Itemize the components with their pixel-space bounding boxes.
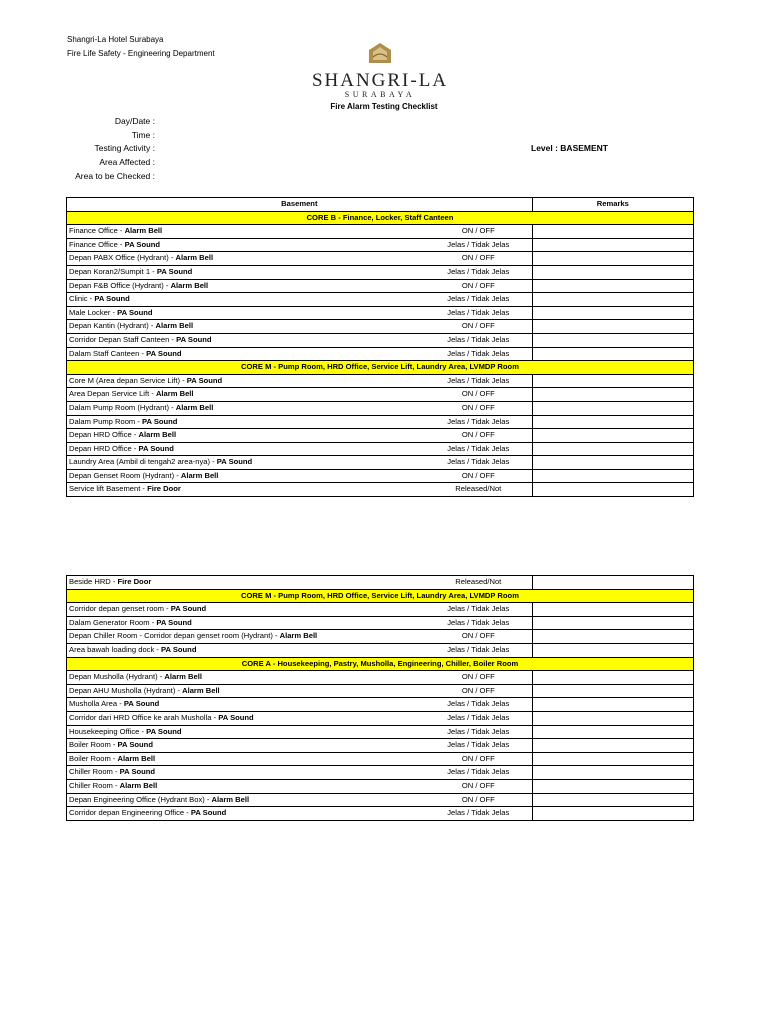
location-text: Corridor depan genset room - bbox=[69, 604, 171, 614]
location-cell bbox=[67, 429, 425, 443]
checklist-row bbox=[67, 779, 694, 793]
remarks-cell[interactable] bbox=[532, 616, 693, 630]
device-type: PA Sound bbox=[156, 617, 192, 627]
remarks-cell[interactable] bbox=[532, 603, 693, 617]
remarks-cell[interactable] bbox=[532, 415, 693, 429]
location-cell bbox=[67, 293, 425, 307]
checklist-row bbox=[67, 442, 694, 456]
device-type: PA Sound bbox=[124, 239, 161, 249]
remarks-cell[interactable] bbox=[532, 456, 693, 470]
status-options: ON / OFF bbox=[425, 779, 532, 793]
remarks-cell[interactable] bbox=[532, 442, 693, 456]
area-affected-label: Area Affected : bbox=[99, 157, 155, 167]
status-options: ON / OFF bbox=[425, 320, 532, 334]
core-a-row bbox=[67, 657, 694, 671]
remarks-cell[interactable] bbox=[532, 698, 693, 712]
location-text: Depan Chiller Room - Corridor depan genset room (Hydrant) - bbox=[69, 631, 280, 641]
checklist-row bbox=[67, 401, 694, 415]
core-a-title: CORE A - Housekeeping, Pastry, Musholla, Engineering, Chiller, Boiler Room bbox=[67, 657, 694, 671]
status-options: Jelas / Tidak Jelas bbox=[425, 643, 532, 657]
location-cell bbox=[67, 252, 425, 266]
location-cell bbox=[67, 333, 425, 347]
core-m-title: CORE M - Pump Room, HRD Office, Service Lift, Laundry Area, LVMDP Room bbox=[67, 589, 694, 603]
remarks-cell[interactable] bbox=[532, 306, 693, 320]
status-options: Jelas / Tidak Jelas bbox=[425, 766, 532, 780]
device-type: PA Sound bbox=[161, 644, 197, 654]
area-checked-label: Area to be Checked : bbox=[75, 171, 155, 181]
checklist-row bbox=[67, 752, 694, 766]
location-text: Male Locker - bbox=[69, 307, 118, 317]
remarks-cell[interactable] bbox=[532, 320, 693, 334]
checklist-row bbox=[67, 347, 694, 361]
location-cell bbox=[67, 630, 425, 644]
device-type: Alarm Bell bbox=[180, 470, 219, 480]
status-options: ON / OFF bbox=[425, 279, 532, 293]
status-options: Jelas / Tidak Jelas bbox=[425, 374, 532, 388]
status-options: Jelas / Tidak Jelas bbox=[425, 265, 532, 279]
remarks-cell[interactable] bbox=[532, 293, 693, 307]
remarks-cell[interactable] bbox=[532, 752, 693, 766]
location-cell bbox=[67, 698, 425, 712]
status-options: Released/Not bbox=[425, 483, 532, 497]
location-cell bbox=[67, 238, 425, 252]
location-cell bbox=[67, 415, 425, 429]
table-header-row bbox=[67, 198, 694, 212]
location-cell bbox=[67, 616, 425, 630]
location-cell bbox=[67, 388, 425, 402]
location-text: Finance Office - bbox=[69, 239, 125, 249]
location-text: Depan Musholla (Hydrant) - bbox=[69, 672, 165, 682]
remarks-cell[interactable] bbox=[532, 671, 693, 685]
device-type: PA Sound bbox=[216, 457, 253, 467]
location-text: Laundry Area (Ambil di tengah2 area-nya) - bbox=[69, 457, 217, 467]
core-m-title: CORE M - Pump Room, HRD Office, Service Lift, Laundry Area, LVMDP Room bbox=[67, 361, 694, 375]
checklist-row bbox=[67, 603, 694, 617]
device-type: Alarm Bell bbox=[175, 402, 214, 412]
location-text: Dalam Staff Canteen - bbox=[69, 348, 147, 358]
remarks-cell[interactable] bbox=[532, 238, 693, 252]
location-cell bbox=[67, 456, 425, 470]
device-type: Alarm Bell bbox=[117, 753, 156, 763]
checklist-row bbox=[67, 320, 694, 334]
checklist-row bbox=[67, 265, 694, 279]
status-options: Jelas / Tidak Jelas bbox=[425, 603, 532, 617]
checklist-row bbox=[67, 456, 694, 470]
checklist-table-1 bbox=[66, 197, 694, 497]
location-text: Depan HRD Office - bbox=[69, 443, 139, 453]
status-options: Jelas / Tidak Jelas bbox=[425, 456, 532, 470]
location-cell bbox=[67, 347, 425, 361]
checklist-row bbox=[67, 225, 694, 239]
device-type: Alarm Bell bbox=[124, 226, 163, 236]
status-options: Jelas / Tidak Jelas bbox=[425, 238, 532, 252]
location-cell bbox=[67, 752, 425, 766]
document-title: Fire Alarm Testing Checklist bbox=[330, 102, 438, 111]
status-options: Released/Not bbox=[425, 576, 532, 590]
testing-activity-label: Testing Activity : bbox=[94, 143, 155, 153]
checklist-row bbox=[67, 630, 694, 644]
device-type: Alarm Bell bbox=[279, 631, 318, 641]
remarks-cell[interactable] bbox=[532, 643, 693, 657]
location-text: Clinic - bbox=[69, 294, 95, 304]
remarks-cell[interactable] bbox=[532, 576, 693, 590]
location-cell bbox=[67, 671, 425, 685]
location-cell bbox=[67, 306, 425, 320]
status-options: Jelas / Tidak Jelas bbox=[425, 616, 532, 630]
location-cell bbox=[67, 779, 425, 793]
checklist-row bbox=[67, 793, 694, 807]
remarks-cell[interactable] bbox=[532, 483, 693, 497]
status-options: Jelas / Tidak Jelas bbox=[425, 807, 532, 821]
device-type: Alarm Bell bbox=[170, 280, 209, 290]
device-type: PA Sound bbox=[138, 443, 174, 453]
checklist-row bbox=[67, 643, 694, 657]
status-options: ON / OFF bbox=[425, 252, 532, 266]
logo-subtitle: SURABAYA bbox=[344, 90, 416, 99]
device-type: PA Sound bbox=[142, 416, 178, 426]
device-type: Alarm Bell bbox=[119, 780, 158, 790]
status-options: Jelas / Tidak Jelas bbox=[425, 739, 532, 753]
location-text: Area bawah loading dock - bbox=[69, 644, 162, 654]
status-options: Jelas / Tidak Jelas bbox=[425, 347, 532, 361]
checklist-table-2 bbox=[66, 575, 694, 821]
device-type: PA Sound bbox=[190, 808, 227, 818]
status-options: ON / OFF bbox=[425, 225, 532, 239]
location-cell bbox=[67, 265, 425, 279]
location-text: Finance Office - bbox=[69, 226, 125, 236]
device-type: Alarm Bell bbox=[211, 794, 250, 804]
checklist-row bbox=[67, 388, 694, 402]
location-text: Dalam Pump Room - bbox=[69, 416, 143, 426]
device-type: Alarm Bell bbox=[155, 321, 194, 331]
remarks-cell[interactable] bbox=[532, 807, 693, 821]
location-cell bbox=[67, 401, 425, 415]
device-type: Fire Door bbox=[117, 577, 152, 586]
device-type: Alarm Bell bbox=[182, 685, 220, 695]
location-cell bbox=[67, 320, 425, 334]
location-cell bbox=[67, 711, 425, 725]
logo-emblem-icon bbox=[367, 42, 393, 66]
checklist-row bbox=[67, 711, 694, 725]
checklist-row bbox=[67, 374, 694, 388]
location-text: Depan Koran2/Sumpit 1 - bbox=[69, 266, 157, 276]
remarks-cell[interactable] bbox=[532, 401, 693, 415]
remarks-cell[interactable] bbox=[532, 779, 693, 793]
status-options: Jelas / Tidak Jelas bbox=[425, 698, 532, 712]
status-options: ON / OFF bbox=[425, 429, 532, 443]
checklist-row bbox=[67, 576, 694, 590]
remarks-cell[interactable] bbox=[532, 388, 693, 402]
device-type: PA Sound bbox=[119, 767, 156, 777]
location-text: Depan AHU Musholla (Hydrant) - bbox=[69, 685, 183, 695]
checklist-row bbox=[67, 616, 694, 630]
status-options: Jelas / Tidak Jelas bbox=[425, 293, 532, 307]
device-type: PA Sound bbox=[94, 294, 130, 304]
location-text: Beside HRD - bbox=[69, 577, 118, 586]
status-options: Jelas / Tidak Jelas bbox=[425, 711, 532, 725]
column-header-remarks: Remarks bbox=[532, 198, 693, 212]
remarks-cell[interactable] bbox=[532, 469, 693, 483]
status-options: Jelas / Tidak Jelas bbox=[425, 306, 532, 320]
core-b-title: CORE B - Finance, Locker, Staff Canteen bbox=[67, 211, 694, 225]
status-options: Jelas / Tidak Jelas bbox=[425, 725, 532, 739]
core-m-row bbox=[67, 589, 694, 603]
location-cell bbox=[67, 603, 425, 617]
location-cell bbox=[67, 807, 425, 821]
logo-wordmark: SHANGRI-LA bbox=[311, 70, 449, 91]
location-text: Core M (Area depan Service Lift) - bbox=[69, 375, 187, 385]
location-text: Depan F&B Office (Hydrant) - bbox=[69, 280, 171, 290]
remarks-cell[interactable] bbox=[532, 265, 693, 279]
status-options: ON / OFF bbox=[425, 684, 532, 698]
location-cell bbox=[67, 442, 425, 456]
remarks-cell[interactable] bbox=[532, 225, 693, 239]
checklist-row bbox=[67, 684, 694, 698]
checklist-row bbox=[67, 279, 694, 293]
checklist-row bbox=[67, 238, 694, 252]
location-text: Dalam Generator Room - bbox=[69, 617, 157, 627]
checklist-row bbox=[67, 293, 694, 307]
location-cell bbox=[67, 483, 425, 497]
device-type: Alarm Bell bbox=[164, 672, 202, 682]
device-type: PA Sound bbox=[156, 266, 193, 276]
remarks-cell[interactable] bbox=[532, 333, 693, 347]
remarks-cell[interactable] bbox=[532, 711, 693, 725]
device-type: PA Sound bbox=[123, 699, 160, 709]
device-type: Fire Door bbox=[147, 484, 181, 494]
location-text: Corridor Depan Staff Canteen - bbox=[69, 334, 177, 344]
status-options: ON / OFF bbox=[425, 793, 532, 807]
location-cell bbox=[67, 725, 425, 739]
hotel-name: Shangri-La Hotel Surabaya bbox=[67, 35, 164, 44]
checklist-row bbox=[67, 739, 694, 753]
location-text: Dalam Pump Room (Hydrant) - bbox=[69, 402, 176, 412]
checklist-row bbox=[67, 252, 694, 266]
location-cell bbox=[67, 576, 425, 590]
location-cell bbox=[67, 643, 425, 657]
status-options: ON / OFF bbox=[425, 630, 532, 644]
location-text: Musholla Area - bbox=[69, 699, 124, 709]
remarks-cell[interactable] bbox=[532, 279, 693, 293]
remarks-cell[interactable] bbox=[532, 630, 693, 644]
device-type: PA Sound bbox=[186, 375, 223, 385]
time-label: Time : bbox=[131, 130, 155, 140]
checklist-row bbox=[67, 671, 694, 685]
checklist-row bbox=[67, 429, 694, 443]
checklist-row bbox=[67, 725, 694, 739]
core-m-row bbox=[67, 361, 694, 375]
checklist-row bbox=[67, 698, 694, 712]
location-cell bbox=[67, 374, 425, 388]
status-options: Jelas / Tidak Jelas bbox=[425, 442, 532, 456]
location-text: Boiler Room - bbox=[69, 740, 118, 750]
department-name: Fire Life Safety - Engineering Department bbox=[67, 49, 215, 58]
status-options: ON / OFF bbox=[425, 671, 532, 685]
status-options: Jelas / Tidak Jelas bbox=[425, 415, 532, 429]
location-text: Corridor depan Engineering Office - bbox=[69, 808, 191, 818]
location-text: Chiller Room - bbox=[69, 780, 120, 790]
location-text: Chiller Room - bbox=[69, 767, 120, 777]
location-text: Depan HRD Office - bbox=[69, 430, 139, 440]
core-b-row bbox=[67, 211, 694, 225]
location-text: Boiler Room - bbox=[69, 753, 118, 763]
remarks-cell[interactable] bbox=[532, 429, 693, 443]
status-options: ON / OFF bbox=[425, 388, 532, 402]
device-type: Alarm Bell bbox=[175, 253, 214, 263]
checklist-row bbox=[67, 469, 694, 483]
location-text: Depan Kantin (Hydrant) - bbox=[69, 321, 156, 331]
location-cell bbox=[67, 739, 425, 753]
remarks-cell[interactable] bbox=[532, 374, 693, 388]
status-options: Jelas / Tidak Jelas bbox=[425, 333, 532, 347]
location-text: Area Depan Service Lift - bbox=[69, 389, 156, 399]
location-cell bbox=[67, 684, 425, 698]
status-options: ON / OFF bbox=[425, 752, 532, 766]
day-date-label: Day/Date : bbox=[114, 116, 155, 126]
remarks-cell[interactable] bbox=[532, 684, 693, 698]
location-text: Service lift Basement - bbox=[69, 484, 148, 494]
shangri-la-logo bbox=[280, 42, 480, 99]
remarks-cell[interactable] bbox=[532, 347, 693, 361]
remarks-cell[interactable] bbox=[532, 725, 693, 739]
device-type: PA Sound bbox=[176, 334, 212, 344]
location-cell bbox=[67, 279, 425, 293]
location-text: Corridor dari HRD Office ke arah Musholla - bbox=[69, 712, 219, 722]
remarks-cell[interactable] bbox=[532, 252, 693, 266]
location-text: Depan Engineering Office (Hydrant Box) - bbox=[69, 794, 212, 804]
status-options: ON / OFF bbox=[425, 401, 532, 415]
location-text: Depan Genset Room (Hydrant) - bbox=[69, 470, 181, 480]
location-cell bbox=[67, 766, 425, 780]
device-type: Alarm Bell bbox=[138, 430, 177, 440]
device-type: Alarm Bell bbox=[155, 389, 194, 399]
checklist-row bbox=[67, 807, 694, 821]
checklist-row bbox=[67, 333, 694, 347]
device-type: PA Sound bbox=[146, 726, 182, 736]
location-cell bbox=[67, 225, 425, 239]
checklist-row bbox=[67, 415, 694, 429]
location-text: Housekeeping Office - bbox=[69, 726, 147, 736]
checklist-row bbox=[67, 306, 694, 320]
device-type: PA Sound bbox=[117, 740, 153, 750]
location-text: Depan PABX Office (Hydrant) - bbox=[69, 253, 176, 263]
device-type: PA Sound bbox=[146, 348, 182, 358]
column-header-basement: Basement bbox=[67, 198, 533, 212]
device-type: PA Sound bbox=[170, 604, 207, 614]
status-options: ON / OFF bbox=[425, 469, 532, 483]
location-cell bbox=[67, 793, 425, 807]
checklist-row bbox=[67, 766, 694, 780]
device-type: PA Sound bbox=[218, 712, 254, 722]
device-type: PA Sound bbox=[117, 307, 153, 317]
remarks-cell[interactable] bbox=[532, 739, 693, 753]
remarks-cell[interactable] bbox=[532, 766, 693, 780]
location-cell bbox=[67, 469, 425, 483]
checklist-row bbox=[67, 483, 694, 497]
level-label: Level : BASEMENT bbox=[531, 143, 608, 153]
remarks-cell[interactable] bbox=[532, 793, 693, 807]
